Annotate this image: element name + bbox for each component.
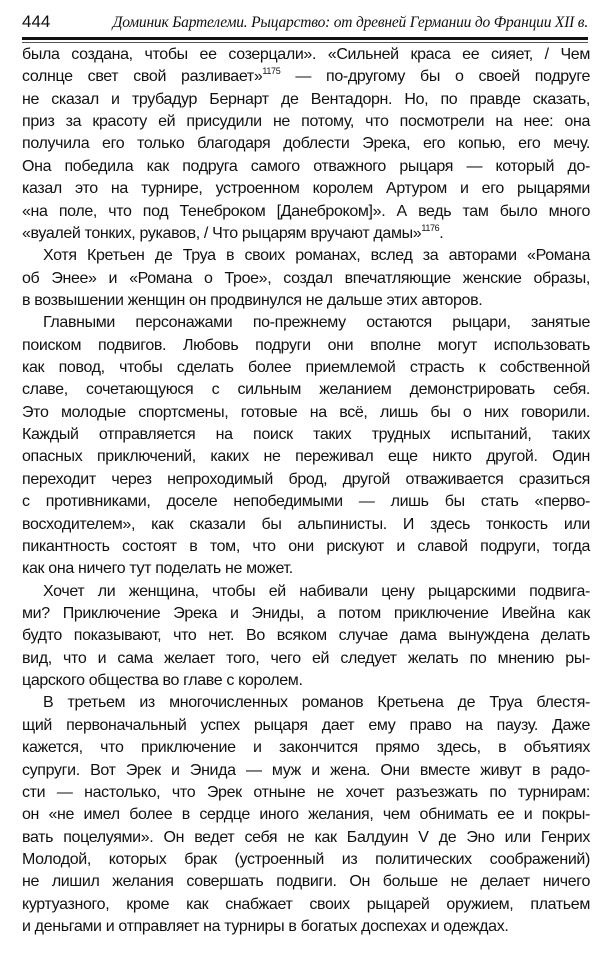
text-line — [22, 66, 590, 88]
paragraph — [22, 312, 590, 580]
text-segment: «вуалей тонких, рукавов, / Что рыцарям вручают дамы» — [22, 224, 422, 242]
text-line: Главными персонажами по-прежнему остаются рыцари, занятые — [43, 314, 590, 332]
text-line: В третьем из многочисленных романов Кретьена де Труа блестя- — [43, 694, 590, 712]
paragraph — [22, 245, 590, 312]
text-line: в возвышении женщин он продвинулся не дальше этих авторов. — [22, 291, 483, 309]
running-header — [22, 4, 588, 32]
text-line: как она ничего тут поделать не может. — [22, 560, 293, 578]
text-line: как повод, чтобы сделать более приемлемой страсть к собственной — [22, 359, 590, 377]
text-line: с противниками, доселе непобедимыми — лишь бы стать «перво- — [22, 493, 590, 511]
paragraph — [22, 581, 590, 693]
text-line: Молодой, которых брак (устроенный из политических соображений) — [22, 850, 590, 868]
text-line: опасных приключений, каких не переживал еще никто другой. Один — [22, 448, 590, 466]
text-line: царского общества во главе с королем. — [22, 672, 303, 690]
text-line: получила его только благодаря доблести Эрека, его копью, его мечу. — [22, 135, 590, 153]
text-line: «на поле, что под Тенеброком [Данеброком]». А ведь там было много — [22, 202, 590, 220]
text-line: не лишил желания совершать подвиги. Он больше не делает ничего — [22, 873, 590, 891]
text-line: Хотя Кретьен де Труа в своих романах, вслед за авторами «Романа — [43, 247, 590, 265]
page-number: 444 — [22, 12, 51, 31]
text-line: славе, сочетающуюся с сильным желанием демонстрировать себя. — [22, 381, 590, 399]
text-line: поиском подвигов. Любовь подруги они вполне могут использовать — [22, 336, 590, 354]
footnote-reference[interactable]: 1175 — [262, 66, 281, 77]
text-line: Это молодые спортсмены, готовые на всё, лишь бы о них говорили. — [22, 403, 590, 421]
text-line: была создана, чтобы ее созерцали». «Сильней краса ее сияет, / Чем — [22, 46, 590, 63]
text-line: восходителем», как сказали бы альпинисты. И здесь тонкость или — [22, 515, 590, 533]
text-segment: — по-другому бы о своей подруге — [280, 68, 591, 86]
text-line: об Энее» и «Романа о Трое», создал впечатляющие женские образы, — [22, 269, 590, 287]
text-line: пикантность состоят в том, что они рискуют и славой подруги, тогда — [22, 537, 590, 555]
header-rule — [22, 37, 588, 40]
text-line: переходит через непроходимый брод, другой отваживается сразиться — [22, 470, 590, 488]
running-title: Доминик Бартелеми. Рыцарство: от древней Германии до Франции XII в. — [112, 14, 588, 31]
text-line: кажется, что приключение и закончится прямо здесь, в объятиях — [22, 739, 590, 757]
text-line: сти — настолько, что Эрек отныне не хочет разъезжать по турнирам: — [22, 783, 590, 801]
text-segment: . — [439, 224, 444, 242]
text-line: не сказал и трубадур Бернарт де Вентадорн. Но, по правде сказать, — [22, 90, 590, 108]
text-line: Хочет ли женщина, чтобы ей набивали цену рыцарскими подвига- — [43, 582, 590, 600]
header-rule-thin — [22, 42, 588, 43]
text-line: щий первоначальный успех рыцаря дает ему право на паузу. Даже — [22, 716, 590, 734]
text-line — [22, 223, 590, 245]
text-line: будто показывают, что нет. Во всяком случае дама вынуждена делать — [22, 627, 590, 645]
footnote-reference[interactable]: 1176 — [421, 222, 440, 233]
text-line: супруги. Вот Эрек и Энида — муж и жена. Они вместе живут в радо- — [22, 761, 590, 779]
text-line: Она победила как подруга самого отважного рыцаря — который до- — [22, 157, 590, 175]
text-line: вид, что и сама желает того, чего ей следует желать по мнению ры- — [22, 649, 590, 667]
text-line: он «не имел более в сердце иного желания, чем обнимать ее и покры- — [22, 806, 590, 824]
page-body-text — [22, 44, 590, 938]
text-line: вать поцелуями». Он ведет себя не как Балдуин V де Эно или Генрих — [22, 828, 590, 846]
text-line: ми? Приключение Эрека и Эниды, а потом приключение Ивейна как — [22, 604, 590, 622]
paragraph — [22, 44, 590, 245]
text-segment: солнце свет свой разливает» — [22, 68, 263, 86]
text-line: куртуазного, кроме как снабжает своих рыцарей оружием, платьем — [22, 895, 590, 913]
text-line: приз за красоту ей присудили не потому, что посмотрели на нее: она — [22, 113, 590, 131]
text-line: Каждый отправляется на поиск таких трудных испытаний, таких — [22, 426, 590, 444]
text-line: и деньгами и отправляет на турниры в богатых доспехах и одеждах. — [22, 918, 509, 936]
paragraph — [22, 692, 590, 938]
text-line: казал это на турнире, устроенном королем Артуром и его рыцарями — [22, 180, 590, 198]
